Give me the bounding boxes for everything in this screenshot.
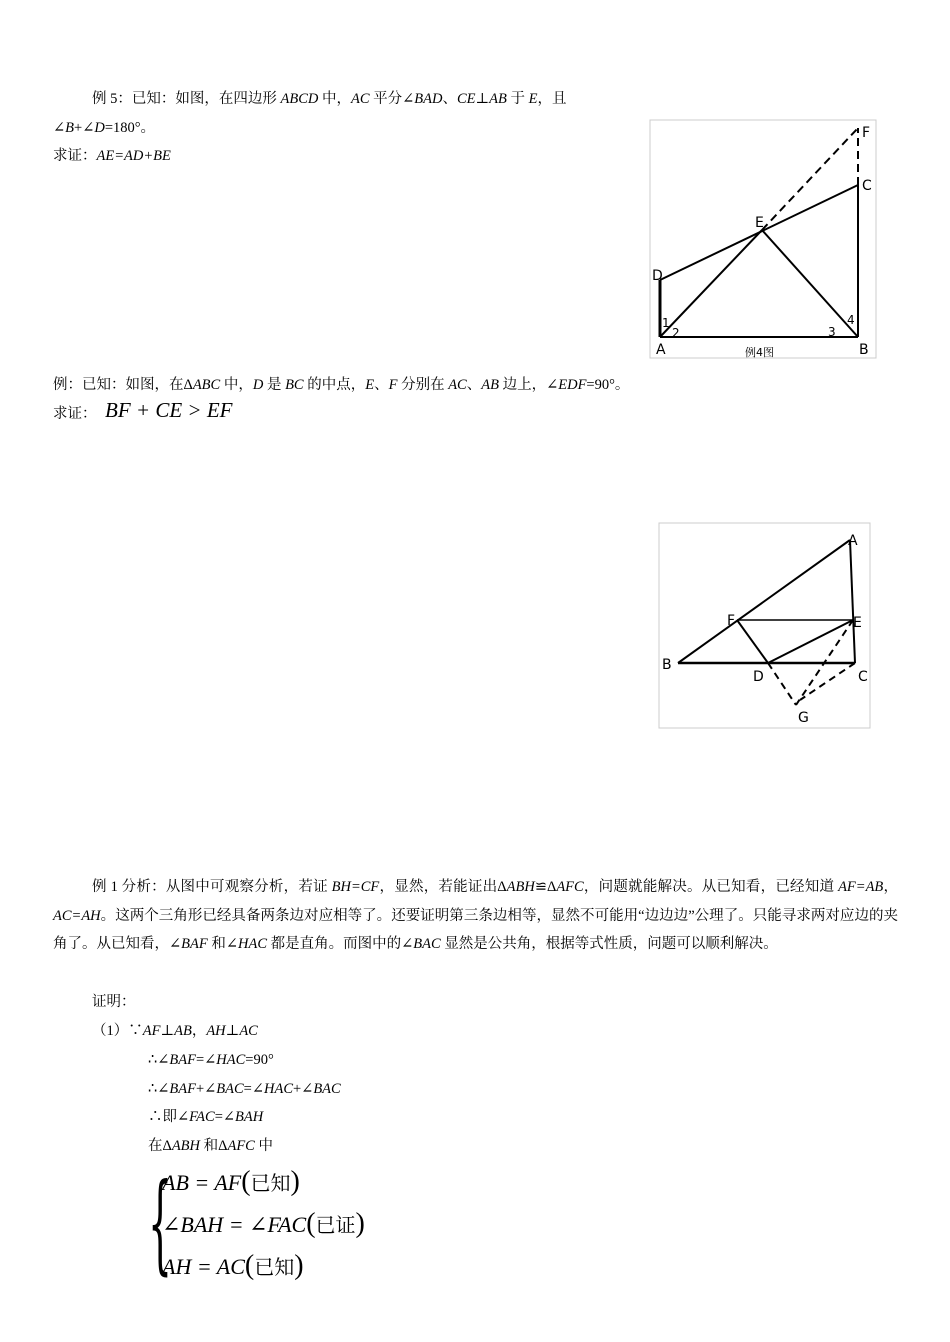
proof-step-4 <box>148 1107 263 1127</box>
math-term: AC <box>239 1023 258 1039</box>
midpoint-prove-label: 求证： <box>53 406 97 422</box>
math-term: D <box>94 120 105 136</box>
text-segment: 、 <box>374 377 389 393</box>
proof-step-1 <box>92 1021 258 1041</box>
math-term: BAC <box>413 936 441 952</box>
text-segment: ∠ <box>53 120 66 136</box>
text-segment: 中， <box>220 377 253 393</box>
left-brace: { <box>148 1161 173 1286</box>
label-A: A <box>848 533 858 549</box>
text-segment: 边上，∠ <box>498 377 559 393</box>
math-term: E <box>528 91 538 107</box>
example5-given-line1 <box>92 89 566 109</box>
proof-step-3 <box>148 1079 341 1099</box>
text-segment: ⊥ <box>475 91 490 107</box>
math-term: AF <box>142 1023 161 1039</box>
example5-prove-line <box>53 146 171 166</box>
math-term: BAF <box>169 1081 196 1097</box>
math-term: AFC <box>556 879 584 895</box>
text-segment: 在Δ <box>148 1138 172 1154</box>
text-segment: 和Δ <box>200 1138 228 1154</box>
text-segment: +∠ <box>293 1081 314 1097</box>
system-row-2: ∠BAH = ∠FAC(已证) <box>162 1208 365 1239</box>
text-segment: ⊥ <box>225 1023 240 1039</box>
math-term: AFC <box>227 1138 255 1154</box>
math-term: ABH <box>171 1138 201 1154</box>
math-term: AF=AB <box>838 879 884 895</box>
math-term: BC <box>285 377 304 393</box>
text-segment: =180°。 <box>104 120 156 136</box>
math-term: AC=AH <box>53 907 101 924</box>
text-segment: 显然是公共角，根据等式性质，问题可以顺利解决。 <box>440 936 778 952</box>
text-segment: =∠ <box>214 1109 236 1125</box>
math-term: BAC <box>216 1081 244 1097</box>
label-E: E <box>853 615 862 631</box>
text-segment: 中， <box>318 91 351 107</box>
system-equation: AB = AF <box>162 1170 242 1195</box>
math-term: ABH <box>506 879 535 895</box>
math-term: AB <box>489 91 507 107</box>
math-term: BAD <box>414 91 443 107</box>
label-angle-1: 1 <box>662 316 670 330</box>
text-segment: 求证： <box>53 148 97 164</box>
text-segment: =∠ <box>243 1081 264 1097</box>
math-term: AB <box>481 377 499 393</box>
math-term: BAC <box>313 1081 341 1097</box>
math-term: BAF <box>169 1052 196 1068</box>
text-segment: （1）∵ <box>92 1023 143 1039</box>
text-segment: 例 5：已知：如图，在四边形 <box>92 91 281 107</box>
text-segment: ≌Δ <box>534 879 557 895</box>
system-row-1: AB = AF(已知) <box>162 1166 300 1197</box>
math-term: B <box>65 120 75 136</box>
text-segment: ⊥ <box>160 1023 175 1039</box>
text-segment: +∠ <box>74 120 95 136</box>
proof-step-5 <box>148 1136 273 1156</box>
math-term: HAC <box>238 936 268 952</box>
text-segment: 例 1 分析：从图中可观察分析，若证 <box>92 879 332 895</box>
text-segment: ，显然，若能证出Δ <box>379 879 507 895</box>
math-term: ABC <box>192 377 221 393</box>
label-B: B <box>859 342 869 358</box>
math-term: AC <box>448 377 467 393</box>
math-term: BAF <box>181 936 208 952</box>
text-segment: ，且 <box>537 91 567 107</box>
proof-step-2 <box>148 1050 274 1070</box>
math-term: E <box>365 377 375 393</box>
text-segment: ， <box>191 1023 207 1039</box>
text-segment: ， <box>883 879 899 895</box>
text-segment: 、 <box>466 377 482 393</box>
label-angle-4: 4 <box>847 313 855 327</box>
math-term: BAH <box>235 1109 264 1125</box>
text-segment: ∴∠ <box>148 1081 170 1097</box>
analysis-paragraph <box>53 873 898 959</box>
text-segment: +∠ <box>195 1081 217 1097</box>
example5-figure <box>649 119 878 359</box>
label-F: F <box>727 613 736 629</box>
label-C: C <box>858 669 868 685</box>
math-term: FAC <box>189 1109 215 1125</box>
text-segment: 平分∠ <box>369 91 415 107</box>
system-reason: 已知 <box>250 1173 291 1195</box>
math-term: AC <box>350 91 370 107</box>
label-B: B <box>662 657 672 673</box>
label-G: G <box>798 710 809 726</box>
math-term: BH=CF <box>331 879 380 895</box>
midpoint-prove-formula: BF + CE > EF <box>105 398 233 422</box>
text-segment: 例：已知：如图，在Δ <box>53 377 193 393</box>
text-segment: 、 <box>442 91 457 107</box>
text-segment: =90° <box>245 1052 274 1068</box>
text-segment: 是 <box>263 377 286 393</box>
text-segment: =∠ <box>195 1052 217 1068</box>
text-segment: 分别在 <box>397 377 449 393</box>
label-E: E <box>755 215 764 231</box>
text-segment: =90°。 <box>586 377 630 393</box>
text-segment: 中 <box>254 1138 273 1154</box>
math-term: AE=AD+BE <box>96 148 171 164</box>
midpoint-figure <box>658 522 872 729</box>
math-term: F <box>388 377 398 393</box>
text-segment: 。这两个三角形已经具备两条边对应相等了。还要证明第三条边相等，显然不可能用“边边边”公理了。只能寻求两对应边的夹角了。从已知看，∠ <box>53 907 898 952</box>
congruence-system <box>148 1161 365 1288</box>
label-C: C <box>862 178 872 194</box>
label-A: A <box>656 342 666 358</box>
system-reason: 已知 <box>254 1257 295 1279</box>
text-segment: 和∠ <box>207 936 239 952</box>
label-D: D <box>652 268 663 284</box>
label-D: D <box>753 669 764 685</box>
text-segment: ，问题就能解决。从已知看，已经知道 <box>583 879 839 895</box>
math-term: EDF <box>558 377 587 393</box>
figure-caption: 例4图 <box>745 346 774 359</box>
system-row-3: AH = AC(已知) <box>162 1250 304 1281</box>
text-segment: 于 <box>506 91 529 107</box>
math-term: HAC <box>264 1081 293 1097</box>
proof-label: 证明： <box>92 994 136 1010</box>
math-term: ABCD <box>280 91 319 107</box>
system-equation: AH = AC <box>162 1254 245 1279</box>
label-F: F <box>862 125 871 141</box>
label-angle-2: 2 <box>672 326 680 340</box>
math-term: AB <box>174 1023 192 1039</box>
math-term: D <box>252 377 264 393</box>
text-segment: ∴∠ <box>148 1052 170 1068</box>
example5-given-line2 <box>53 118 155 138</box>
math-term: CE <box>456 91 476 107</box>
label-angle-3: 3 <box>828 325 836 339</box>
math-term: HAC <box>216 1052 246 1068</box>
system-reason: 已证 <box>315 1215 356 1237</box>
math-term: AH <box>206 1023 226 1039</box>
system-equation: ∠BAH = ∠FAC <box>162 1212 307 1237</box>
text-segment: 的中点， <box>303 377 366 393</box>
text-segment: 都是直角。而图中的∠ <box>267 936 414 952</box>
text-segment: ∴即∠ <box>148 1109 190 1125</box>
midpoint-example-given <box>53 375 629 395</box>
